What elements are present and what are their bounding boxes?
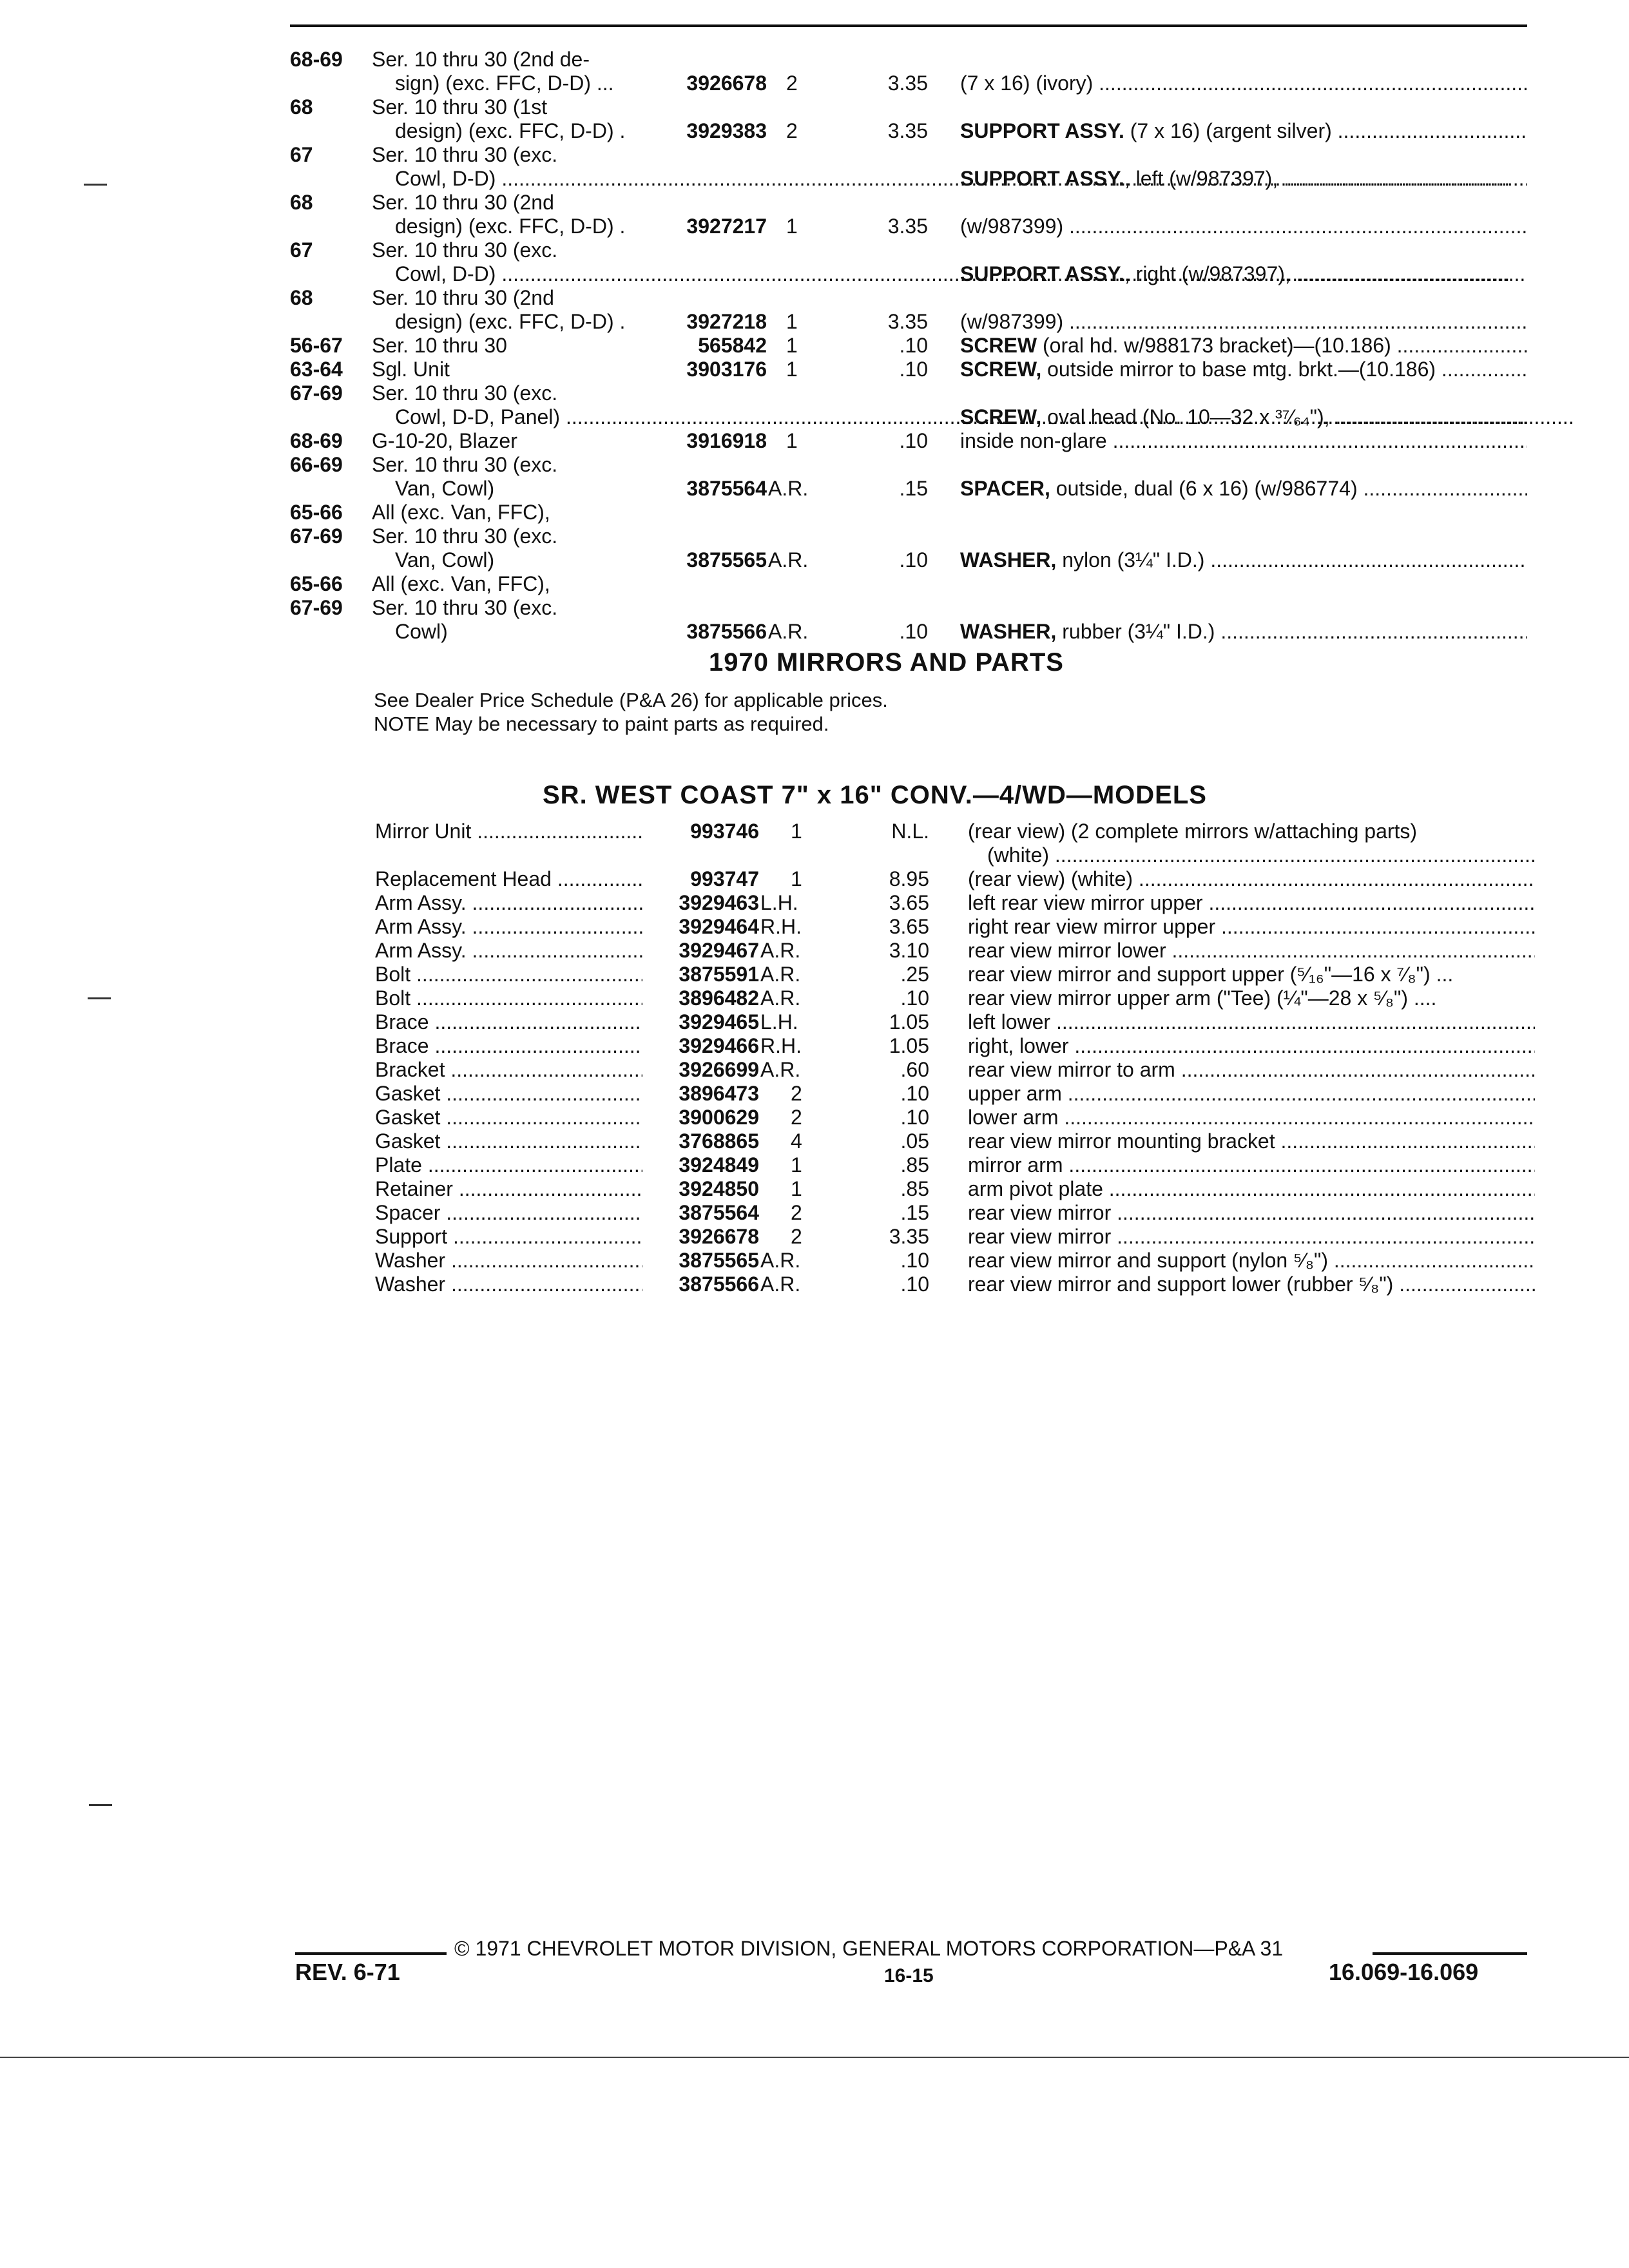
row-price: .10 — [899, 620, 928, 643]
row-description — [968, 820, 1535, 867]
description-bold: WASHER, — [960, 548, 1057, 572]
row-description — [968, 1129, 1535, 1153]
row-description — [960, 334, 1527, 358]
description-text: (oral hd. w/988173 bracket)—(10.186) ..... — [1037, 334, 1527, 357]
row-description — [968, 1201, 1535, 1225]
row-quantity: 1 — [786, 215, 798, 238]
description-line: mirror arm ..... — [968, 1153, 1535, 1177]
row-quantity: R.H. — [760, 1034, 802, 1057]
row-price: 1.05 — [889, 1010, 929, 1033]
row-description — [960, 215, 1527, 238]
row-part-name: Arm Assy. ..... — [375, 915, 642, 939]
description-text: nylon (3¼" I.D.) ..... — [1056, 548, 1527, 572]
row-part-name: Gasket ..... — [375, 1106, 642, 1129]
row-description — [968, 986, 1535, 1010]
description-line: (rear view) (white) ..... — [968, 867, 1535, 891]
application-line: Ser. 10 thru 30 — [372, 334, 507, 357]
row-year: 65-66 — [290, 501, 343, 524]
application-line: Ser. 10 thru 30 (2nd — [372, 191, 554, 214]
application-line: Cowl, D-D, Panel) ..... — [372, 405, 932, 429]
description-line: rear view mirror upper arm ("Tee) (¼"—28 x ⁵⁄₈") .... — [968, 986, 1437, 1010]
row-price: .10 — [899, 358, 928, 381]
row-application — [372, 572, 932, 596]
table-row — [290, 48, 1527, 95]
row-quantity: A.R. — [768, 620, 809, 643]
row-application — [372, 238, 932, 286]
row-description — [968, 1082, 1535, 1106]
row-price: 3.35 — [887, 215, 928, 238]
row-part-name: Arm Assy. ..... — [375, 891, 642, 915]
table-row — [290, 572, 1527, 596]
row-part-number: 3924850 — [679, 1177, 759, 1200]
description-line: rear view mirror ..... — [968, 1225, 1535, 1249]
row-quantity: 4 — [791, 1129, 802, 1153]
row-part-name: Gasket ..... — [375, 1129, 642, 1153]
row-part-number: 3926678 — [679, 1225, 759, 1248]
row-part-name: Spacer ..... — [375, 1201, 642, 1225]
description-line: rear view mirror and support upper (⁵⁄₁₆"—16 x ⁷⁄₈") ... — [968, 963, 1454, 986]
table-row — [375, 1249, 1535, 1273]
table-row — [375, 915, 1535, 939]
row-year: 56-67 — [290, 334, 343, 357]
description-line: lower arm ..... — [968, 1106, 1535, 1129]
row-quantity: 2 — [786, 119, 798, 142]
table-row — [290, 143, 1527, 191]
description-text: , left (w/987397), ..... — [1124, 167, 1527, 190]
row-part-name: Replacement Head ..... — [375, 867, 642, 891]
row-quantity: 1 — [786, 429, 798, 452]
row-quantity: 1 — [786, 334, 798, 357]
row-description — [960, 429, 1527, 453]
row-quantity: A.R. — [760, 963, 801, 986]
row-part-name: Arm Assy. ..... — [375, 939, 642, 963]
row-application — [372, 596, 932, 644]
row-part-name: Washer ..... — [375, 1273, 642, 1296]
margin-mark — [84, 184, 107, 186]
application-line: Van, Cowl) — [395, 477, 495, 500]
description-bold: SUPPORT ASSY. — [960, 119, 1124, 142]
table-row — [375, 1106, 1535, 1129]
section-title-west-coast: SR. WEST COAST 7" x 16" CONV.—4/WD—MODELS — [543, 781, 1207, 809]
application-line: Ser. 10 thru 30 (exc. — [372, 596, 558, 619]
description-line: (white) ..... — [968, 843, 1535, 867]
application-line: Ser. 10 thru 30 (exc. — [372, 381, 558, 405]
application-line: Ser. 10 thru 30 (exc. — [372, 143, 558, 166]
row-price: 3.65 — [889, 891, 929, 914]
row-year: 68 — [290, 95, 313, 119]
row-quantity: A.R. — [768, 548, 809, 572]
row-price: N.L. — [891, 820, 929, 843]
row-part-name: Brace ..... — [375, 1034, 642, 1058]
row-part-number: 993746 — [690, 820, 759, 843]
description-line: rear view mirror and support (nylon ⁵⁄₈") ..... — [968, 1249, 1535, 1273]
table-row — [375, 1010, 1535, 1034]
row-price: 3.10 — [889, 939, 929, 962]
row-part-number: 3916918 — [686, 429, 767, 452]
description-text: (w/987399) ..... — [960, 310, 1527, 333]
row-year: 68-69 — [290, 48, 343, 71]
row-price: .25 — [900, 963, 929, 986]
table-row — [375, 1082, 1535, 1106]
table-row — [375, 1058, 1535, 1082]
application-line: Cowl) — [395, 620, 448, 643]
table-row — [375, 1153, 1535, 1177]
row-quantity: A.R. — [760, 986, 801, 1010]
row-part-number: 3929467 — [679, 939, 759, 962]
table-row — [375, 820, 1535, 867]
row-part-number: 3875566 — [679, 1273, 759, 1296]
row-price: 8.95 — [889, 867, 929, 890]
row-description — [968, 1249, 1535, 1273]
row-price: .10 — [900, 1082, 929, 1105]
row-description — [960, 477, 1527, 501]
footer-rule-left — [295, 1952, 447, 1955]
row-part-number: 3900629 — [679, 1106, 759, 1129]
description-line: right, lower ..... — [968, 1034, 1535, 1058]
row-quantity: 2 — [786, 72, 798, 95]
row-description — [960, 310, 1527, 334]
top-rule — [290, 24, 1527, 27]
row-quantity: 1 — [791, 820, 802, 843]
table-row — [290, 501, 1527, 524]
row-part-number: 3875591 — [679, 963, 759, 986]
row-part-number: 3924849 — [679, 1153, 759, 1177]
row-year: 66-69 — [290, 453, 343, 476]
description-text: (7 x 16) (ivory) ..... — [960, 72, 1527, 95]
table-row — [290, 95, 1527, 143]
row-year: 67-69 — [290, 381, 343, 405]
table-row — [290, 191, 1527, 238]
row-part-number: 3926678 — [686, 72, 767, 95]
row-description — [960, 548, 1527, 572]
description-bold: SCREW, — [960, 358, 1042, 381]
row-part-name: Bolt ..... — [375, 986, 642, 1010]
row-price: 3.35 — [887, 119, 928, 142]
row-part-number: 3896482 — [679, 986, 759, 1010]
description-bold: WASHER, — [960, 620, 1057, 643]
row-price: .10 — [899, 334, 928, 357]
row-quantity: A.R. — [760, 939, 801, 962]
row-application — [372, 524, 932, 572]
row-quantity: A.R. — [768, 477, 809, 500]
row-quantity: 1 — [791, 1153, 802, 1177]
table-row — [290, 381, 1527, 429]
row-description — [968, 1058, 1535, 1082]
application-line: Ser. 10 thru 30 (exc. — [372, 453, 558, 476]
table-row — [290, 238, 1527, 286]
row-part-number: 3929464 — [679, 915, 759, 938]
row-quantity: A.R. — [760, 1058, 801, 1081]
row-price: .85 — [900, 1153, 929, 1177]
row-year: 67-69 — [290, 596, 343, 619]
row-part-name: Retainer ..... — [375, 1177, 642, 1201]
section-note-2: NOTE May be necessary to paint parts as required. — [374, 713, 829, 735]
row-part-number: 3875565 — [686, 548, 767, 572]
row-year: 67-69 — [290, 524, 343, 548]
row-price: 3.65 — [889, 915, 929, 938]
upper-parts-table — [290, 48, 1527, 644]
row-application — [372, 501, 932, 524]
description-text: oval head (No. 10—32 x ³⁷⁄₆₄"), ..... — [1041, 405, 1527, 428]
row-description — [968, 1225, 1535, 1249]
row-part-name: Bracket ..... — [375, 1058, 642, 1082]
row-price: 3.35 — [887, 72, 928, 95]
table-row — [375, 891, 1535, 915]
footer-reference: 16.069-16.069 — [1329, 1959, 1479, 1985]
row-part-number: 3896473 — [679, 1082, 759, 1105]
row-quantity: 1 — [786, 358, 798, 381]
description-text: (7 x 16) (argent silver) ..... — [1124, 119, 1527, 142]
row-price: .10 — [900, 1273, 929, 1296]
row-part-name: Plate ..... — [375, 1153, 642, 1177]
section-title-1970-mirrors: 1970 MIRRORS AND PARTS — [709, 648, 1064, 677]
application-line: Cowl, D-D) ..... — [372, 262, 932, 286]
row-year: 63-64 — [290, 358, 343, 381]
table-row — [375, 867, 1535, 891]
application-line: Ser. 10 thru 30 (2nd — [372, 286, 554, 309]
row-price: .60 — [900, 1058, 929, 1081]
row-quantity: 2 — [791, 1201, 802, 1224]
table-row — [375, 1225, 1535, 1249]
margin-mark — [88, 997, 111, 999]
row-quantity: R.H. — [760, 915, 802, 938]
description-bold: SCREW, — [960, 405, 1042, 428]
row-description — [968, 867, 1535, 891]
row-part-number: 3927218 — [686, 310, 767, 333]
row-description — [968, 1034, 1535, 1058]
margin-mark — [89, 1804, 112, 1806]
table-row — [290, 596, 1527, 644]
application-line: design) (exc. FFC, D-D) . — [395, 310, 626, 333]
row-description — [968, 891, 1535, 915]
table-row — [375, 1034, 1535, 1058]
row-quantity: 2 — [791, 1106, 802, 1129]
table-row — [375, 939, 1535, 963]
row-quantity: A.R. — [760, 1273, 801, 1296]
application-line: Sgl. Unit — [372, 358, 450, 381]
footer-page-number: 16-15 — [884, 1965, 934, 1986]
row-part-name: Bolt ..... — [375, 963, 642, 986]
row-part-number: 3768865 — [679, 1129, 759, 1153]
row-price: .85 — [900, 1177, 929, 1200]
lower-parts-table — [375, 820, 1535, 1296]
description-text: (w/987399) ..... — [960, 215, 1527, 238]
application-line: sign) (exc. FFC, D-D) ... — [395, 72, 614, 95]
row-price: .15 — [899, 477, 928, 500]
row-price: 3.35 — [887, 310, 928, 333]
description-bold: SPACER, — [960, 477, 1050, 500]
application-line: Ser. 10 thru 30 (exc. — [372, 238, 558, 262]
row-description — [960, 358, 1527, 381]
row-quantity: 1 — [791, 1177, 802, 1200]
row-application — [372, 381, 932, 429]
row-part-number: 565842 — [698, 334, 767, 357]
description-text: outside, dual (6 x 16) (w/986774) ..... — [1050, 477, 1527, 500]
row-description — [968, 915, 1535, 939]
row-description — [960, 72, 1527, 95]
application-line: G-10-20, Blazer — [372, 429, 517, 452]
description-line: upper arm ..... — [968, 1082, 1535, 1106]
row-year: 67 — [290, 143, 313, 166]
table-row — [290, 453, 1527, 501]
row-part-number: 3875565 — [679, 1249, 759, 1272]
table-row — [375, 1129, 1535, 1153]
row-part-number: 3903176 — [686, 358, 767, 381]
row-part-name: Brace ..... — [375, 1010, 642, 1034]
application-line: design) (exc. FFC, D-D) . — [395, 215, 626, 238]
application-line: Cowl, D-D) ..... — [372, 167, 932, 191]
description-bold: SUPPORT ASSY. — [960, 167, 1124, 190]
row-description — [960, 620, 1527, 644]
footer-copyright: © 1971 CHEVROLET MOTOR DIVISION, GENERAL MOTORS CORPORATION—P&A 31 — [454, 1937, 1284, 1960]
row-part-number: 3875564 — [686, 477, 767, 500]
bottom-rule — [0, 2057, 1629, 2058]
row-part-number: 3875566 — [686, 620, 767, 643]
application-line: Ser. 10 thru 30 (2nd de- — [372, 48, 590, 71]
row-description — [968, 1153, 1535, 1177]
table-row — [290, 286, 1527, 334]
row-price: .10 — [899, 429, 928, 452]
table-row — [375, 1273, 1535, 1296]
row-description — [968, 939, 1535, 963]
row-part-number: 3929463 — [679, 891, 759, 914]
row-part-number: 3926699 — [679, 1058, 759, 1081]
footer-rev: REV. 6-71 — [295, 1959, 400, 1985]
row-price: .15 — [900, 1201, 929, 1224]
application-line: design) (exc. FFC, D-D) . — [395, 119, 626, 142]
row-part-number: 3929466 — [679, 1034, 759, 1057]
row-quantity: 1 — [791, 867, 802, 890]
description-line: rear view mirror mounting bracket ..... — [968, 1129, 1535, 1153]
table-row — [290, 334, 1527, 358]
row-quantity: 1 — [786, 310, 798, 333]
row-description — [960, 119, 1527, 143]
description-line: rear view mirror ..... — [968, 1201, 1535, 1225]
row-part-number: 3929383 — [686, 119, 767, 142]
row-price: 1.05 — [889, 1034, 929, 1057]
row-part-number: 993747 — [690, 867, 759, 890]
description-text: , right (w/987397), ..... — [1124, 262, 1527, 285]
row-price: .10 — [899, 548, 928, 572]
description-text: rubber (3¼" I.D.) ..... — [1056, 620, 1527, 643]
description-line: rear view mirror to arm ..... — [968, 1058, 1535, 1082]
row-application — [372, 453, 932, 501]
row-quantity: 2 — [791, 1082, 802, 1105]
row-quantity: L.H. — [760, 891, 798, 914]
application-line: All (exc. Van, FFC), — [372, 501, 550, 524]
row-price: .10 — [900, 1106, 929, 1129]
table-row — [290, 429, 1527, 453]
row-year: 67 — [290, 238, 313, 262]
section-note-1: See Dealer Price Schedule (P&A 26) for applicable prices. — [374, 689, 888, 711]
row-description — [968, 1106, 1535, 1129]
row-part-number: 3875564 — [679, 1201, 759, 1224]
row-quantity: 2 — [791, 1225, 802, 1248]
description-bold: SUPPORT ASSY. — [960, 262, 1124, 285]
description-line: right rear view mirror upper ..... — [968, 915, 1535, 939]
table-row — [290, 524, 1527, 572]
application-line: Ser. 10 thru 30 (1st — [372, 95, 548, 119]
row-description — [968, 1273, 1535, 1296]
description-text: outside mirror to base mtg. brkt.—(10.186) ..... — [1041, 358, 1527, 381]
row-part-name: Mirror Unit ..... — [375, 820, 642, 843]
row-description — [968, 1177, 1535, 1201]
row-year: 68-69 — [290, 429, 343, 452]
row-price: .10 — [900, 986, 929, 1010]
application-line: Van, Cowl) — [395, 548, 495, 572]
row-description — [960, 405, 1527, 429]
row-price: .10 — [900, 1249, 929, 1272]
description-text: inside non-glare ..... — [960, 429, 1527, 452]
row-year: 68 — [290, 286, 313, 309]
row-year: 65-66 — [290, 572, 343, 595]
row-part-number: 3929465 — [679, 1010, 759, 1033]
row-price: .05 — [900, 1129, 929, 1153]
description-line: arm pivot plate ..... — [968, 1177, 1535, 1201]
description-line: rear view mirror and support lower (rubber ⁵⁄₈") ..... — [968, 1273, 1535, 1296]
row-description — [960, 262, 1527, 286]
row-year: 68 — [290, 191, 313, 214]
row-quantity: A.R. — [760, 1249, 801, 1272]
row-description — [960, 167, 1527, 191]
row-part-name: Washer ..... — [375, 1249, 642, 1273]
application-line: Ser. 10 thru 30 (exc. — [372, 524, 558, 548]
table-row — [375, 963, 1535, 986]
table-row — [375, 1201, 1535, 1225]
table-row — [375, 986, 1535, 1010]
application-line: All (exc. Van, FFC), — [372, 572, 550, 595]
description-line: (rear view) (2 complete mirrors w/attaching parts) — [968, 820, 1418, 843]
description-bold: SCREW — [960, 334, 1037, 357]
row-part-number: 3927217 — [686, 215, 767, 238]
description-line: left lower ..... — [968, 1010, 1535, 1034]
description-line: rear view mirror lower ..... — [968, 939, 1535, 963]
row-part-name: Support ..... — [375, 1225, 642, 1249]
footer-rule-right — [1373, 1952, 1527, 1955]
table-row — [290, 358, 1527, 381]
row-description — [968, 1010, 1535, 1034]
table-row — [375, 1177, 1535, 1201]
row-part-name: Gasket ..... — [375, 1082, 642, 1106]
description-line: left rear view mirror upper ..... — [968, 891, 1535, 915]
row-quantity: L.H. — [760, 1010, 798, 1033]
row-description — [968, 963, 1535, 986]
row-price: 3.35 — [889, 1225, 929, 1248]
row-application — [372, 143, 932, 191]
